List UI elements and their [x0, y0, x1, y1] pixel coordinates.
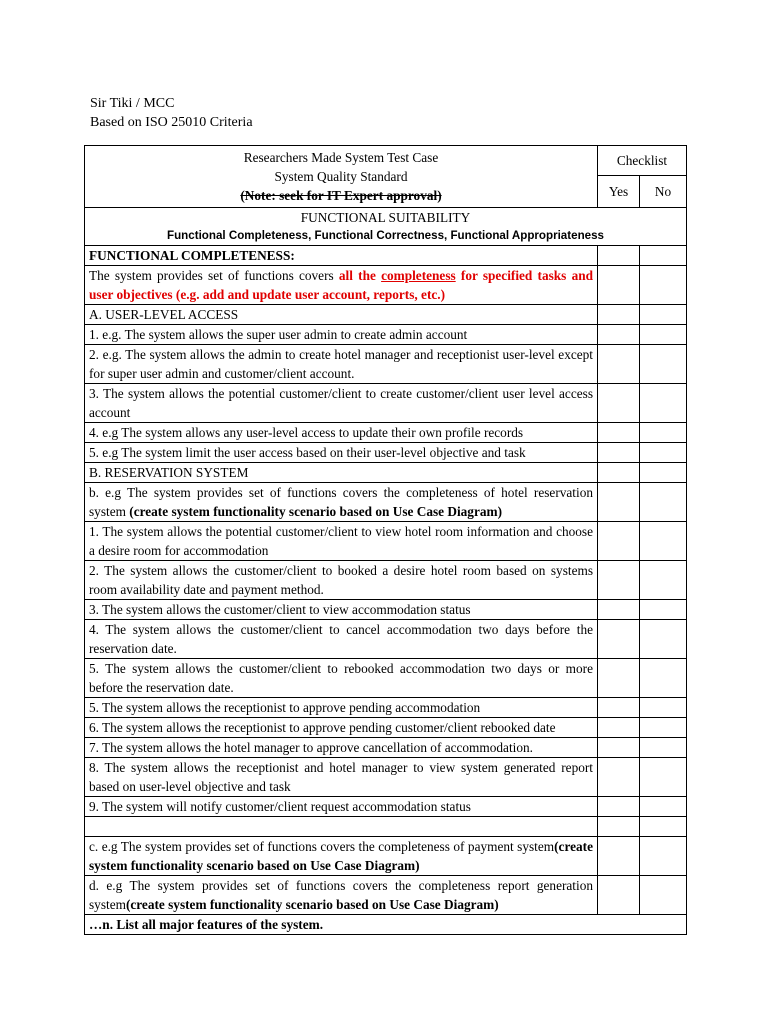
yes-checkbox[interactable]	[598, 325, 640, 345]
yes-checkbox[interactable]	[598, 266, 640, 305]
no-checkbox[interactable]	[640, 384, 687, 423]
table-row	[85, 620, 687, 659]
table-row	[85, 698, 687, 718]
reservation-intro	[85, 483, 598, 522]
reservation-intro-text: b. e.g The system provides set of functions covers the completeness of hotel reservation system	[89, 485, 593, 519]
table-row	[85, 837, 687, 876]
reservation-item: 5. The system allows the customer/client to rebooked accommodation two days or more before the reservation date.	[85, 659, 598, 698]
intro-underlined: completeness	[381, 268, 456, 283]
payment-text: c. e.g The system provides set of functions covers the completeness of payment system	[89, 839, 555, 854]
reservation-item: 1. The system allows the potential customer/client to view hotel room information and choose a desire room for accommodation	[85, 522, 598, 561]
table-row	[85, 345, 687, 384]
table-row	[85, 423, 687, 443]
report-item	[85, 876, 598, 915]
yes-checkbox[interactable]	[598, 463, 640, 483]
intro-emphasis-rest: for specified tasks and user objectives (e.g. add and update user account, reports, etc.)	[89, 268, 594, 302]
table-row	[85, 483, 687, 522]
no-checkbox[interactable]	[640, 817, 687, 837]
reservation-item: 4. The system allows the customer/client to cancel accommodation two days before the reservation date.	[85, 620, 598, 659]
table-row	[85, 758, 687, 797]
table-row	[85, 718, 687, 738]
expert-note: (Note: seek for IT Expert approval)	[240, 188, 442, 203]
empty-cell	[85, 817, 598, 837]
no-checkbox[interactable]	[640, 325, 687, 345]
table-row	[85, 915, 687, 935]
section-title-cell	[85, 208, 687, 246]
reservation-item: 3. The system allows the customer/client to view accommodation status	[85, 600, 598, 620]
yes-checkbox[interactable]	[598, 758, 640, 797]
report-bold: (create system functionality scenario based on Use Case Diagram)	[125, 897, 499, 912]
user-access-heading: A. USER-LEVEL ACCESS	[85, 305, 598, 325]
section-title: FUNCTIONAL SUITABILITY	[300, 210, 471, 225]
author-line: Sir Tiki / MCC	[90, 96, 175, 111]
yes-checkbox[interactable]	[598, 443, 640, 463]
user-access-item: 4. e.g The system allows any user-level access to update their own profile records	[85, 423, 598, 443]
no-checkbox[interactable]	[640, 738, 687, 758]
no-checkbox[interactable]	[640, 522, 687, 561]
table-row	[85, 522, 687, 561]
no-checkbox[interactable]	[640, 305, 687, 325]
yes-checkbox[interactable]	[598, 698, 640, 718]
yes-checkbox[interactable]	[598, 384, 640, 423]
completeness-heading: FUNCTIONAL COMPLETENESS:	[85, 246, 598, 266]
table-row	[85, 797, 687, 817]
test-case-table	[84, 145, 687, 935]
reservation-intro-bold: (create system functionality scenario based on Use Case Diagram)	[129, 504, 503, 519]
table-row	[85, 325, 687, 345]
criteria-line: Based on ISO 25010 Criteria	[90, 115, 253, 130]
no-checkbox[interactable]	[640, 463, 687, 483]
yes-checkbox[interactable]	[598, 797, 640, 817]
reservation-item: 8. The system allows the receptionist and hotel manager to view system generated report based on user-level objective and task	[85, 758, 598, 797]
final-item: …n. List all major features of the system.	[85, 915, 687, 935]
payment-item	[85, 837, 598, 876]
empty-row	[85, 817, 687, 837]
no-checkbox[interactable]	[640, 423, 687, 443]
yes-checkbox[interactable]	[598, 305, 640, 325]
yes-header: Yes	[598, 176, 640, 208]
user-access-item: 5. e.g The system limit the user access based on their user-level objective and task	[85, 443, 598, 463]
intro-text: The system provides set of functions covers	[89, 268, 339, 283]
no-header: No	[640, 176, 687, 208]
yes-checkbox[interactable]	[598, 423, 640, 443]
section-row	[85, 208, 687, 246]
no-checkbox[interactable]	[640, 698, 687, 718]
yes-checkbox[interactable]	[598, 522, 640, 561]
table-title-cell	[85, 146, 598, 208]
completeness-intro	[85, 266, 598, 305]
table-row	[85, 561, 687, 600]
yes-checkbox[interactable]	[598, 483, 640, 522]
no-checkbox[interactable]	[640, 718, 687, 738]
section-subtitle: Functional Completeness, Functional Correctness, Functional Appropriateness	[167, 229, 604, 242]
yes-checkbox[interactable]	[598, 738, 640, 758]
no-checkbox[interactable]	[640, 246, 687, 266]
yes-checkbox[interactable]	[598, 659, 640, 698]
table-header-row-1	[85, 146, 687, 176]
yes-checkbox[interactable]	[598, 561, 640, 600]
no-checkbox[interactable]	[640, 561, 687, 600]
reservation-item: 9. The system will notify customer/client request accommodation status	[85, 797, 598, 817]
yes-checkbox[interactable]	[598, 817, 640, 837]
table-row	[85, 659, 687, 698]
table-row	[85, 384, 687, 423]
user-access-item: 1. e.g. The system allows the super user admin to create admin account	[85, 325, 598, 345]
document-header	[90, 94, 253, 132]
table-row	[85, 443, 687, 463]
table-row	[85, 266, 687, 305]
table-row	[85, 600, 687, 620]
user-access-item: 2. e.g. The system allows the admin to create hotel manager and receptionist user-level except for super user admin and customer/client account.	[85, 345, 598, 384]
reservation-item: 2. The system allows the customer/client to booked a desire hotel room based on systems room availability date and payment method.	[85, 561, 598, 600]
user-access-item: 3. The system allows the potential customer/client to create customer/client user level access account	[85, 384, 598, 423]
no-checkbox[interactable]	[640, 620, 687, 659]
yes-checkbox[interactable]	[598, 620, 640, 659]
reservation-item: 5. The system allows the receptionist to approve pending accommodation	[85, 698, 598, 718]
no-checkbox[interactable]	[640, 483, 687, 522]
report-text: d. e.g The system provides set of functions covers the completeness report generation system	[89, 878, 593, 912]
yes-checkbox[interactable]	[598, 876, 640, 915]
yes-checkbox[interactable]	[598, 600, 640, 620]
table-subtitle: System Quality Standard	[274, 169, 408, 184]
no-checkbox[interactable]	[640, 266, 687, 305]
table-row	[85, 738, 687, 758]
yes-checkbox[interactable]	[598, 718, 640, 738]
yes-checkbox[interactable]	[598, 246, 640, 266]
table-row	[85, 876, 687, 915]
payment-bold: (create system functionality scenario based on Use Case Diagram)	[89, 839, 593, 873]
table-row	[85, 246, 687, 266]
no-checkbox[interactable]	[640, 443, 687, 463]
intro-emphasis: all the	[338, 268, 382, 283]
yes-checkbox[interactable]	[598, 345, 640, 384]
yes-checkbox[interactable]	[598, 837, 640, 876]
table-row	[85, 463, 687, 483]
checklist-header: Checklist	[598, 146, 687, 176]
reservation-item: 7. The system allows the hotel manager to approve cancellation of accommodation.	[85, 738, 598, 758]
no-checkbox[interactable]	[640, 876, 687, 915]
reservation-heading: B. RESERVATION SYSTEM	[85, 463, 598, 483]
no-checkbox[interactable]	[640, 600, 687, 620]
table-row	[85, 305, 687, 325]
no-checkbox[interactable]	[640, 345, 687, 384]
no-checkbox[interactable]	[640, 659, 687, 698]
no-checkbox[interactable]	[640, 758, 687, 797]
table-title: Researchers Made System Test Case	[243, 150, 439, 165]
no-checkbox[interactable]	[640, 797, 687, 817]
reservation-item: 6. The system allows the receptionist to approve pending customer/client rebooked date	[85, 718, 598, 738]
no-checkbox[interactable]	[640, 837, 687, 876]
